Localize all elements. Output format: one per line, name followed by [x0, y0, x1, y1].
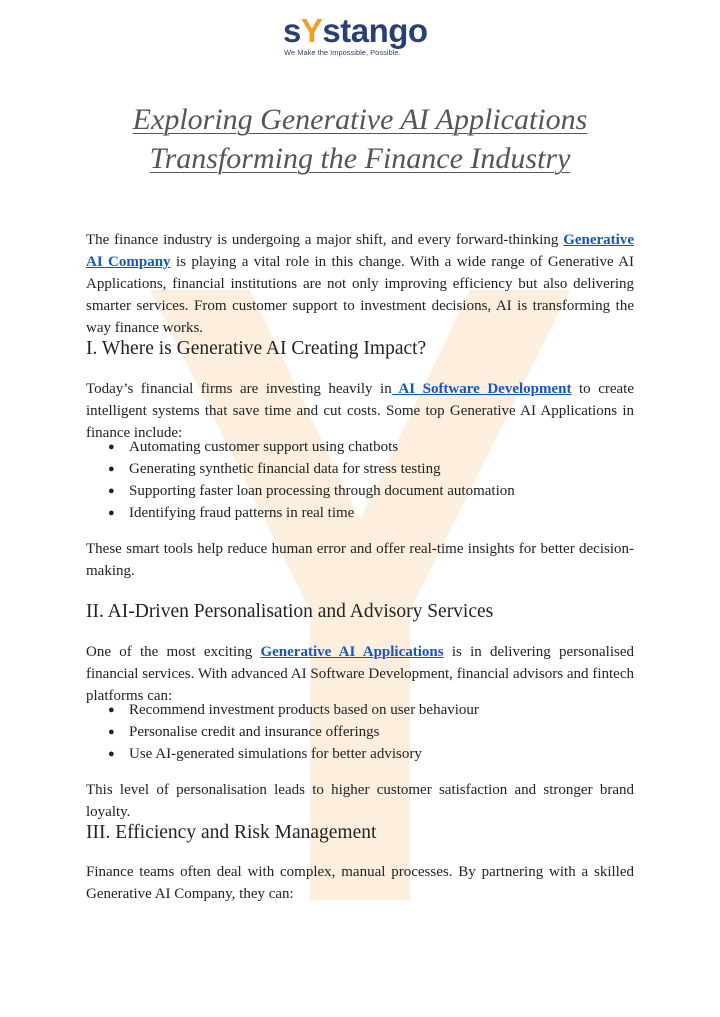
title-line-1: Exploring Generative AI Applications — [132, 103, 588, 136]
bullet-icon: ● — [108, 748, 115, 760]
list-item: ● Recommend investment products based on user behaviour — [86, 699, 634, 721]
bullet-icon: ● — [108, 463, 115, 475]
logo-wordmark: sYstango — [283, 12, 428, 49]
section-2-closing: This level of personalisation leads to higher customer satisfaction and stronger brand loyalty. — [86, 782, 634, 820]
list-item: ● Identifying fraud patterns in real time — [86, 502, 634, 524]
section-2-heading: II. AI-Driven Personalisation and Advisory Services — [86, 601, 494, 622]
section-1-heading: I. Where is Generative AI Creating Impact? — [86, 338, 427, 359]
list-item: ● Supporting faster loan processing through document automation — [86, 480, 634, 502]
bullet-icon: ● — [108, 726, 115, 738]
bullet-icon: ● — [108, 485, 115, 497]
intro-paragraph: The finance industry is undergoing a major shift, and every forward-thinking Generative AI Company is playing a vital role in this change. With a wide range of Generative AI Applications, financial institutions are not only improving efficiency but also delivering smarter services. From customer support to investment decisions, AI is transforming the way finance works. — [86, 232, 634, 336]
bullet-icon: ● — [108, 704, 115, 716]
page-title — [60, 100, 660, 178]
section-1-list — [86, 436, 634, 524]
list-item: ● Personalise credit and insurance offerings — [86, 721, 634, 743]
bullet-icon: ● — [108, 507, 115, 519]
systango-logo — [283, 14, 438, 60]
bullet-icon: ● — [108, 441, 115, 453]
section-2-list — [86, 699, 634, 765]
list-item: ● Generating synthetic financial data for stress testing — [86, 458, 634, 480]
generative-ai-company-link[interactable]: Generative AI Company — [86, 232, 634, 270]
logo-tagline: We Make the Impossible, Possible. — [284, 48, 401, 57]
section-1-paragraph: Today’s financial firms are investing heavily in AI Software Development to create intelligent systems that save time and cut costs. Some top Generative AI Applications in finance include: — [86, 381, 634, 441]
ai-software-development-link[interactable]: AI Software Development — [391, 381, 572, 397]
list-item: ● Use AI-generated simulations for better advisory — [86, 743, 634, 765]
section-2-paragraph: One of the most exciting Generative AI Applications is in delivering personalised financial services. With advanced AI Software Development, financial advisors and fintech platforms can: — [86, 644, 634, 704]
title-line-2: Transforming the Finance Industry — [149, 142, 571, 175]
list-item: ● Automating customer support using chatbots — [86, 436, 634, 458]
generative-ai-applications-link[interactable]: Generative AI Applications — [260, 644, 444, 660]
section-3-heading: III. Efficiency and Risk Management — [86, 822, 377, 843]
section-1-closing: These smart tools help reduce human error and offer real-time insights for better decision-making. — [86, 541, 634, 579]
section-3-paragraph: Finance teams often deal with complex, manual processes. By partnering with a skilled Generative AI Company, they can: — [86, 864, 634, 902]
